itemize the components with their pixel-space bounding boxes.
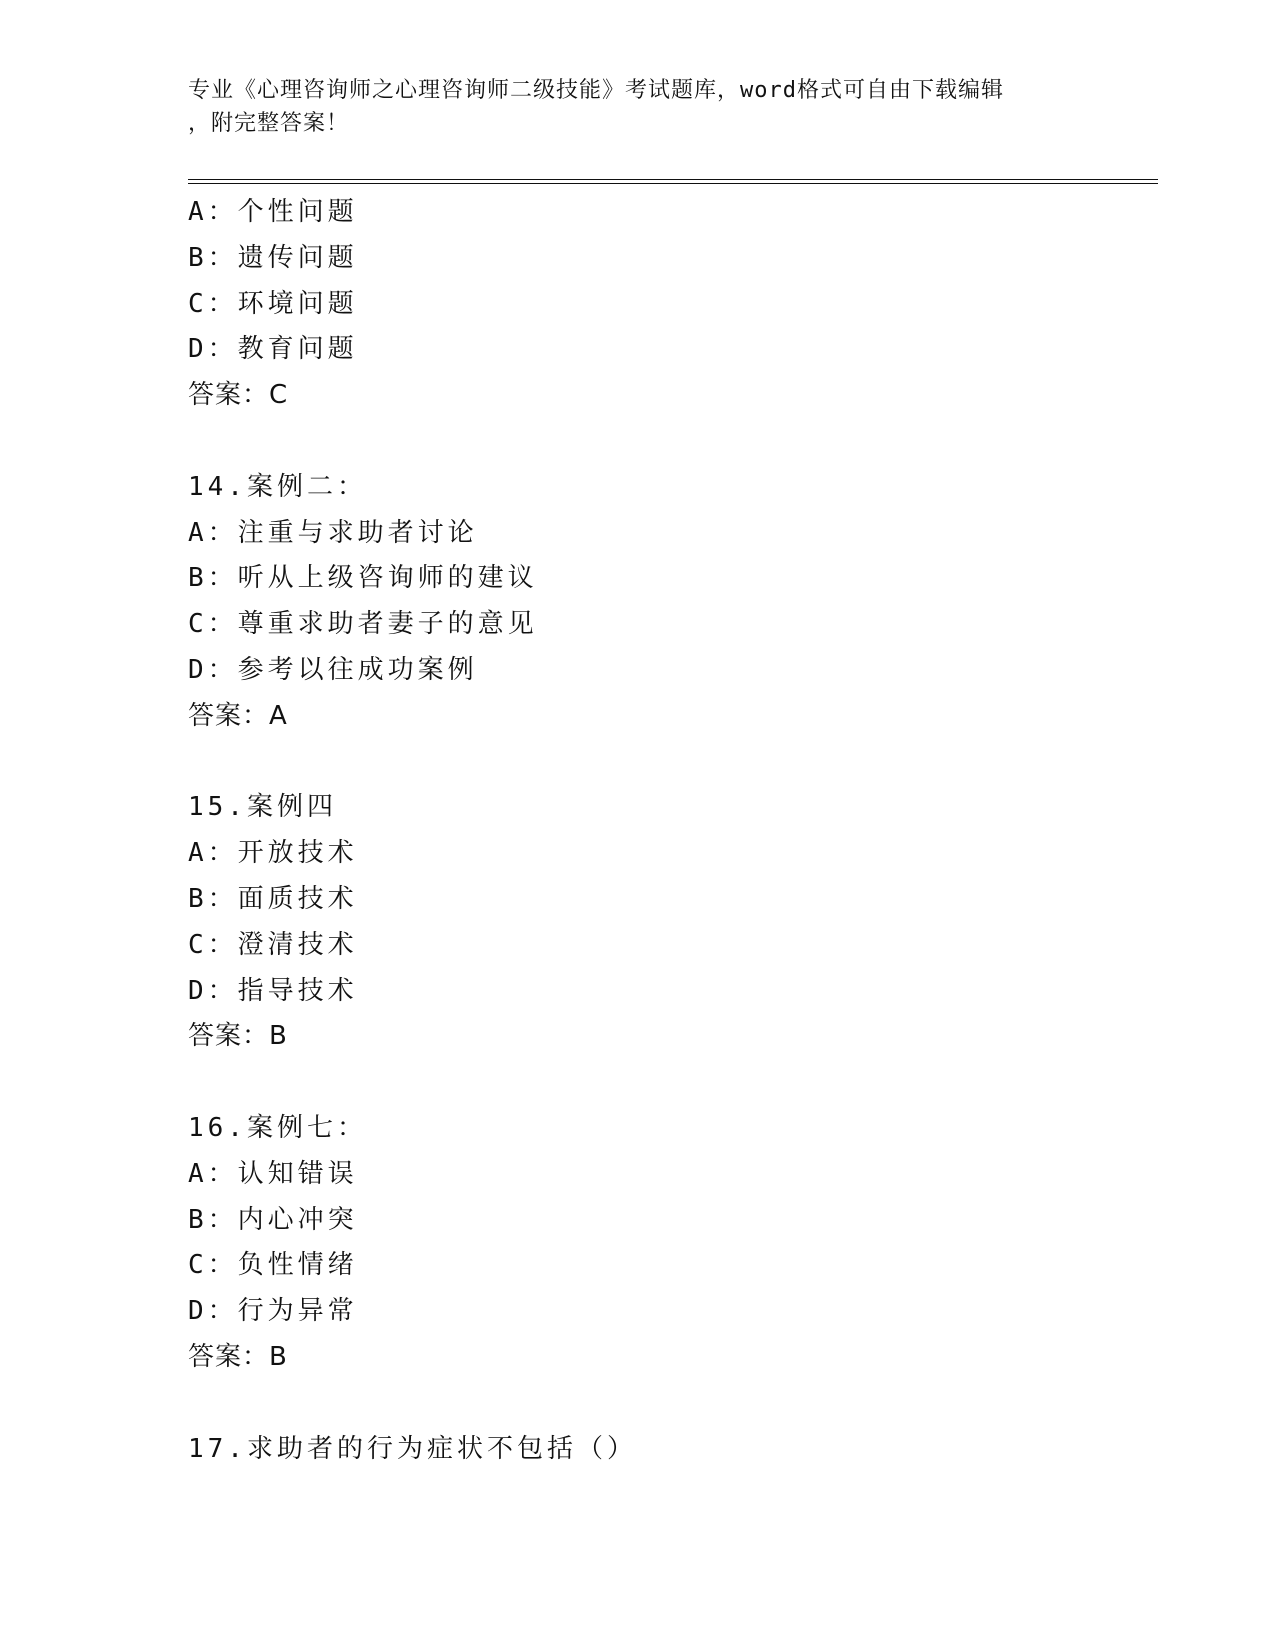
option-b: B：面质技术 — [188, 883, 358, 914]
answer-line: 答案：C — [188, 380, 289, 411]
question-title: 16.案例七： — [188, 1112, 367, 1143]
option-c: C：澄清技术 — [188, 929, 358, 960]
answer-line: 答案：B — [188, 1021, 288, 1052]
question-16 — [188, 1106, 1148, 1381]
question-title: 14.案例二： — [188, 471, 367, 502]
header-divider-bottom — [188, 183, 1158, 184]
question-14 — [188, 465, 1148, 740]
document-header — [188, 74, 1088, 140]
spacer — [188, 419, 1148, 465]
question-17 — [188, 1427, 1148, 1473]
option-c: C：尊重求助者妻子的意见 — [188, 609, 538, 640]
option-b: B：内心冲突 — [188, 1204, 358, 1235]
spacer — [188, 1060, 1148, 1106]
option-d: D：参考以往成功案例 — [188, 654, 478, 685]
option-b: B：听从上级咨询师的建议 — [188, 563, 538, 594]
question-title: 15.案例四 — [188, 792, 337, 823]
spacer — [188, 740, 1148, 786]
spacer — [188, 1381, 1148, 1427]
option-a: A：注重与求助者讨论 — [188, 517, 478, 548]
answer-line: 答案：B — [188, 1341, 288, 1372]
option-a: A：开放技术 — [188, 838, 358, 869]
question-list — [188, 190, 1148, 1472]
option-a: A：个性问题 — [188, 197, 358, 227]
question-15 — [188, 785, 1148, 1060]
option-d: D：教育问题 — [188, 334, 358, 365]
option-d: D：行为异常 — [188, 1296, 358, 1327]
header-divider-top — [188, 179, 1158, 180]
question-13 — [188, 190, 1148, 419]
option-a: A：认知错误 — [188, 1158, 358, 1189]
answer-line: 答案：A — [188, 700, 288, 731]
option-d: D：指导技术 — [188, 975, 358, 1006]
header-title-line-1: 专业《心理咨询师之心理咨询师二级技能》考试题库，word格式可自由下载编辑 — [188, 78, 1004, 103]
option-c: C：负性情绪 — [188, 1250, 358, 1281]
header-title-line-2: ，附完整答案！ — [188, 111, 350, 136]
option-c: C：环境问题 — [188, 288, 358, 319]
option-b: B：遗传问题 — [188, 242, 358, 273]
question-title: 17.求助者的行为症状不包括（） — [188, 1433, 637, 1464]
